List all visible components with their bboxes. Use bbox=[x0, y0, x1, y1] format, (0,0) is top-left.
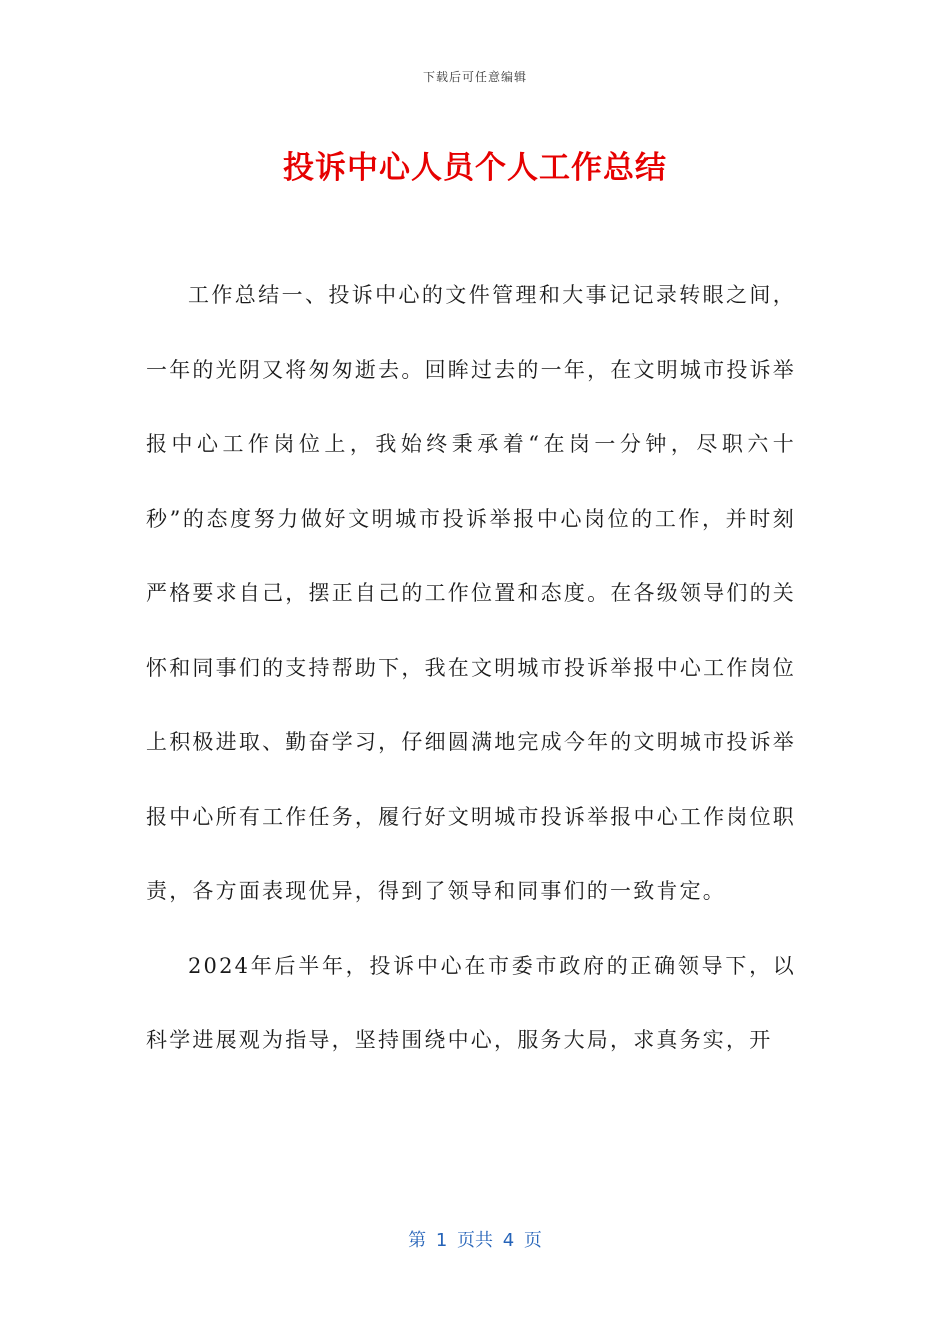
document-title: 投诉中心人员个人工作总结 bbox=[283, 150, 667, 186]
page-header-note: 下载后可任意编辑 bbox=[422, 70, 527, 84]
paragraph-2: 2024年后半年，投诉中心在市委市政府的正确领导下，以科学进展观为指导，坚持围绕中心，服务大局，求真务实，开 bbox=[146, 953, 796, 1052]
footer-page-middle: 页共 bbox=[457, 1230, 493, 1251]
document-body bbox=[146, 258, 796, 1078]
page-footer bbox=[0, 1226, 950, 1252]
paragraph-1: 工作总结一、投诉中心的文件管理和大事记记录转眼之间，一年的光阴又将匆匆逝去。回眸过去的一年，在文明城市投诉举报中心工作岗位上，我始终秉承着“在岗一分钟，尽职六十秒”的态度努力做好文明城市投诉举报中心岗位的工作，并时刻严格要求自己，摆正自己的工作位置和态度。在各级领导们的关怀和同事们的支持帮助下，我在文明城市投诉举报中心工作岗位上积极进取、勤奋学习，仔细圆满地完成今年的文明城市投诉举报中心所有工作任务，履行好文明城市投诉举报中心工作岗位职责，各方面表现优异，得到了领导和同事们的一致肯定。 bbox=[146, 283, 796, 903]
footer-total-pages: 4 bbox=[502, 1230, 515, 1251]
footer-current-page: 1 bbox=[435, 1230, 448, 1251]
footer-page-suffix: 页 bbox=[523, 1230, 542, 1251]
footer-page-prefix: 第 bbox=[408, 1230, 427, 1251]
